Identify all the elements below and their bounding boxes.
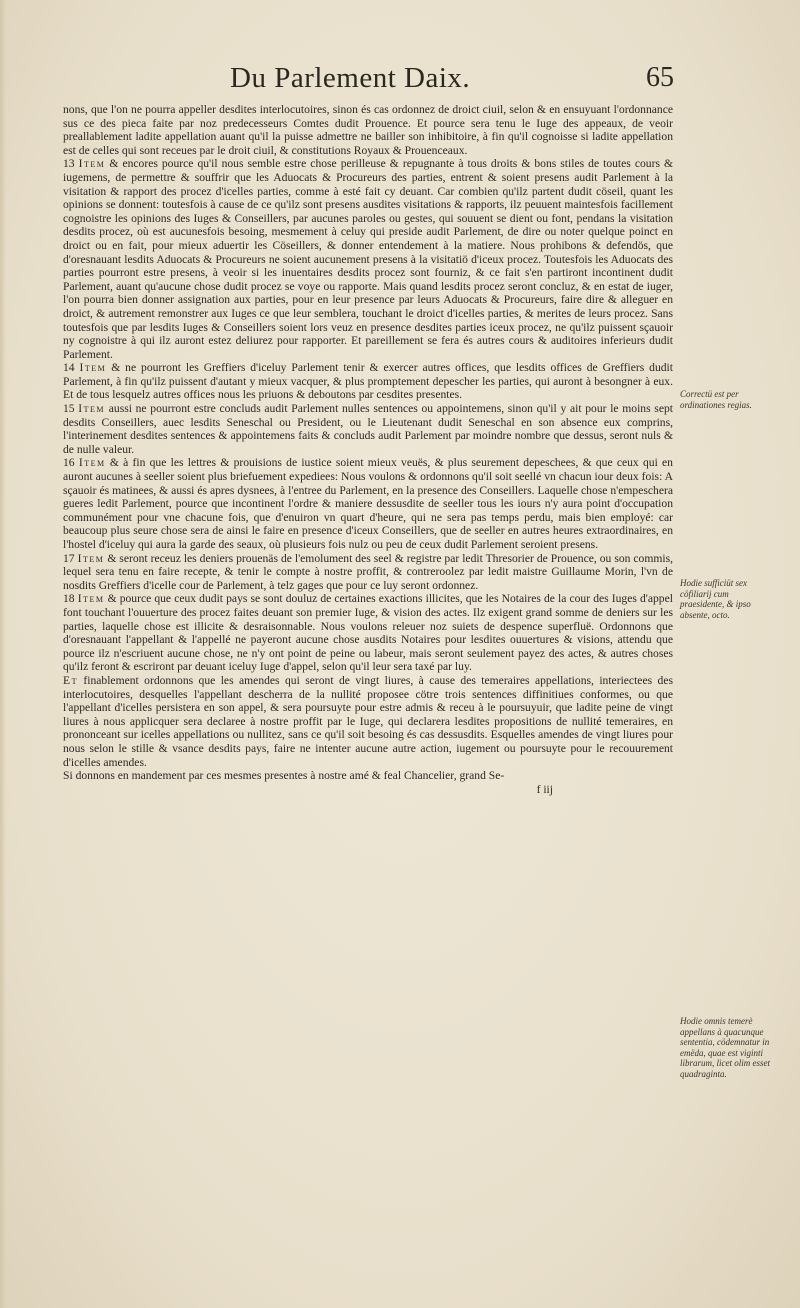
paragraph-continuation: nons, que l'on ne pourra appeller desdites interlocutoires, sinon és cas ordonnez de droict ciuil, selon & en ensuyuant l'ordonnance sus ce des pieca faite par noz predecesseurs Comtes dudit Prouence. Et pource sera tenu le Iuge des appeaux, de veoir preallablement ladite appellation auant qu'il la puisse admettre ne bailler son inhibitoire, à fin qu'il cognoisse si ladite appellation est de celles qui sont receues par le droit ciuil, & constitutions Royaux & Prouenceaux. <box>63 103 673 157</box>
running-head: Du Parlement Daix. <box>230 62 471 94</box>
article-text: & à fin que les lettres & prouisions de iustice soient mieux veuës, & plus seurement depeschees, & que ceux qui en auront aucunes à seeller soient plus briefuement expediees: Nous voulons & ordonnons qu'il soit seellé vn chacun iour deux fois: A sçauoir és matinees, & aussi és apres dysnees, à l'entree du Parlement, en la presence des Conseillers. Laquelle chose n'empeschera gueres ledit Parlement, pource que incontinent l'ordre & maniere dessusdite de seeller tous les iours n'y aura point d'occupation communément pour vne chacune fois, que d'enuiron vn quart d'heure, qui ne sera pas temps perdu, mais bien employé: car beaucoup plus seure chose sera de ainsi le faire en presence d'iceux Conseillers, que de seeller en autres heures extraordinaires, en l'hostel d'iceluy qui aura la garde des seaux, où plusieurs fois nulz ou peu de ceux dudit Parlement seroient presens. <box>63 456 673 551</box>
article-text: & ne pourront les Greffiers d'iceluy Parlement tenir & exercer autres offices, que lesdits offices de Greffiers dudit Parlement, à fin qu'ilz puissent d'autant y mieux vacquer, & plus promptement depescher les parties, qui auront à besongner à eux. Et de tous lesquelz autres offices nous les priuons & deboutons par cesdites presentes. <box>63 361 673 402</box>
marginal-note-3: Hodie omnis temerè appellans à quacunque sententia, cödemnatur in emëda, quae est viginti librarum, licet olim esset quadraginta. <box>680 1016 770 1079</box>
page-number: 65 <box>646 62 674 93</box>
closing-paragraph: Si donnons en mandement par ces mesmes presentes à nostre amé & feal Chancelier, grand Se- <box>63 769 505 783</box>
article-lead: Item <box>78 402 106 416</box>
article-15 <box>63 402 673 456</box>
article-text: aussi ne pourront estre concluds audit Parlement nulles sentences ou appointemens, sinon qu'il y ait pour le moins sept desdits Conseillers, auec lesdits Seneschal ou President, ou le Lieutenant dudit Seneschal en son absence eux comprins, l'interinement desdites sentences & appointemens faits & concluds audit Parlement par moindre nombre que dessus, seront nuls & de nulle valeur. <box>63 402 673 456</box>
article-number: 15 <box>63 402 75 416</box>
article-number: 13 <box>63 157 75 171</box>
article-final <box>63 674 673 769</box>
article-lead: Et <box>63 673 78 687</box>
article-number: 18 <box>63 592 75 606</box>
gutter-shadow <box>0 0 6 1308</box>
article-lead: Item <box>77 592 105 606</box>
article-17 <box>63 552 673 593</box>
article-text: & encores pource qu'il nous semble estre chose perilleuse & repugnante à tous droits & bons stiles de toutes cours & iugemens, de permettre & souffrir que les Aduocats & Procureurs des parties, entrent & soient presens audit Parlement à la visitation & rapport des procez d'icelles parties, comme à esté fait cy deuant. Car combien qu'ilz partent dudit cöseil, quant les opinions se donnent: toutesfois à cause de ce qu'ilz sont presens ausdites visitations & rapports, ilz peuuent maintesfois facillement cognoistre les opinions des Iuges & Conseillers, par aucunes paroles ou gestes, qui souuent se dient ou font, pendans la visitation desdits procez, où est aucunesfois besoing, mesmement à celuy qui preside audit Parlement, de dire ou noter quelque poinct en droict ou en fait, pour mieux aduertir les Cöseillers, & donner entendement à la matiere. Nous prohibons & defendös, que d'oresnauant lesdits Aduocats & Procureurs ne soient aucunement presens à la visitatiö d'iceux procez. Toutesfois les Aduocats des parties pourront estre presens, à veoir si les inuentaires desdits procez sont fourniz, & ce fait s'en partiront incontinent dudit Parlement, auant qu'aucune chose dudit procez se voye ou rapporte. Mais quand lesdits procez seront concluz, & en estat de iuger, l'on pourra bien donner assignation aux parties, pour en leur presence par leurs Aduocats & Procureurs, faire dire & alleguer en droict, & autrement remonstrer aux Iuges ce que leur semblera, touchant le droict d'icelles parties, & merites de leurs procez. Sans toutesfois que par lesdits Iuges & Conseillers soient lors veuz en presence desdites parties iceux procez, ne qu'ilz puissent sçauoir ny cognoistre à qui ilz auront estez deliurez pour rapporter. Et pareillement se fera és autres cours & auditoires inferieurs dudit Parlement. <box>63 157 673 361</box>
article-text: finablement ordonnons que les amendes qui seront de vingt liures, à cause des temeraires appellations, interiectees des interlocutoires, desquelles l'appellant descherra de la nullité proposee cötre trois sentences diffinitiues conformes, ou que l'appellant d'icelles persistera en son appel, & sera poursuyte pour estre admis & receu à le poursuyuir, que ladite peine de vingt liures à nous applicquer sera declaree à nostre proffit par le Iuge, qui declarera lesdites propositions de nullité temeraires, en prononceant sur icelles appellations ou nullitez, sans ce qu'il soit besoing és cas dessusdits. Esquelles amendes de vingt liures pour nous selon le stille & vsance desdits pays, faire ne intenter aucune autre action, iugement ou poursuyte pour le recouurement d'icelles amendes. <box>63 673 673 769</box>
article-lead: Item <box>78 157 106 171</box>
marginal-note-2: Hodie sufficiüt sex cöfiliarij cum praesidente, & ipso absente, octo. <box>680 578 751 620</box>
signature-mark: f iij <box>536 782 553 796</box>
article-18 <box>63 592 673 674</box>
article-lead: Item <box>78 456 106 470</box>
marginal-note-1: Correctü est per ordinationes regias. <box>680 389 752 410</box>
article-lead: Item <box>77 551 105 565</box>
page-header <box>0 62 800 102</box>
article-number: 17 <box>63 551 75 565</box>
article-16 <box>63 456 673 551</box>
article-14 <box>63 361 673 402</box>
article-text: & pource que ceux dudit pays se sont douluz de certaines exactions illicites, que les Notaires de la cour des Iuges d'appel font touchant l'ouuerture des procez faites deuant son premier Iuge, & vision des actes. Ilz exigent grand somme de deniers sur les parties, laquelle chose est illicite & desraisonnable. Nous voulons releuer noz suiets de despence superfluë. Ordonnons que d'oresnauant l'appellant & l'appellé ne payeront aucune chose ausdits Notaires pour lesdites ouuertures & visions, attendu que pource ilz n'escriuent aucune chose, ne n'y ont point de peine ou labeur, mais seront seulement payez des actes, & autres choses qu'ilz feront & escriront par deuant iceluy Iuge d'appel, selon qu'il leur sera taxé par luy. <box>63 592 673 674</box>
article-lead: Item <box>79 361 107 375</box>
article-13 <box>63 157 673 361</box>
article-number: 14 <box>63 361 75 375</box>
article-number: 16 <box>63 456 75 470</box>
body-text <box>63 103 673 1283</box>
article-text: & seront receuz les deniers prouenäs de l'emolument des seel & registre par ledit Thresorier de Prouence, ou son commis, lequel sera tenu en faire recepte, & tenir le compte à nostre proffit, & contreroolez par ledit maistre Guillaume Morin, l'vn de nosdits Greffiers d'icelle cour de Parlement, à telz gages que pour ce luy seront ordonnez. <box>63 551 673 592</box>
